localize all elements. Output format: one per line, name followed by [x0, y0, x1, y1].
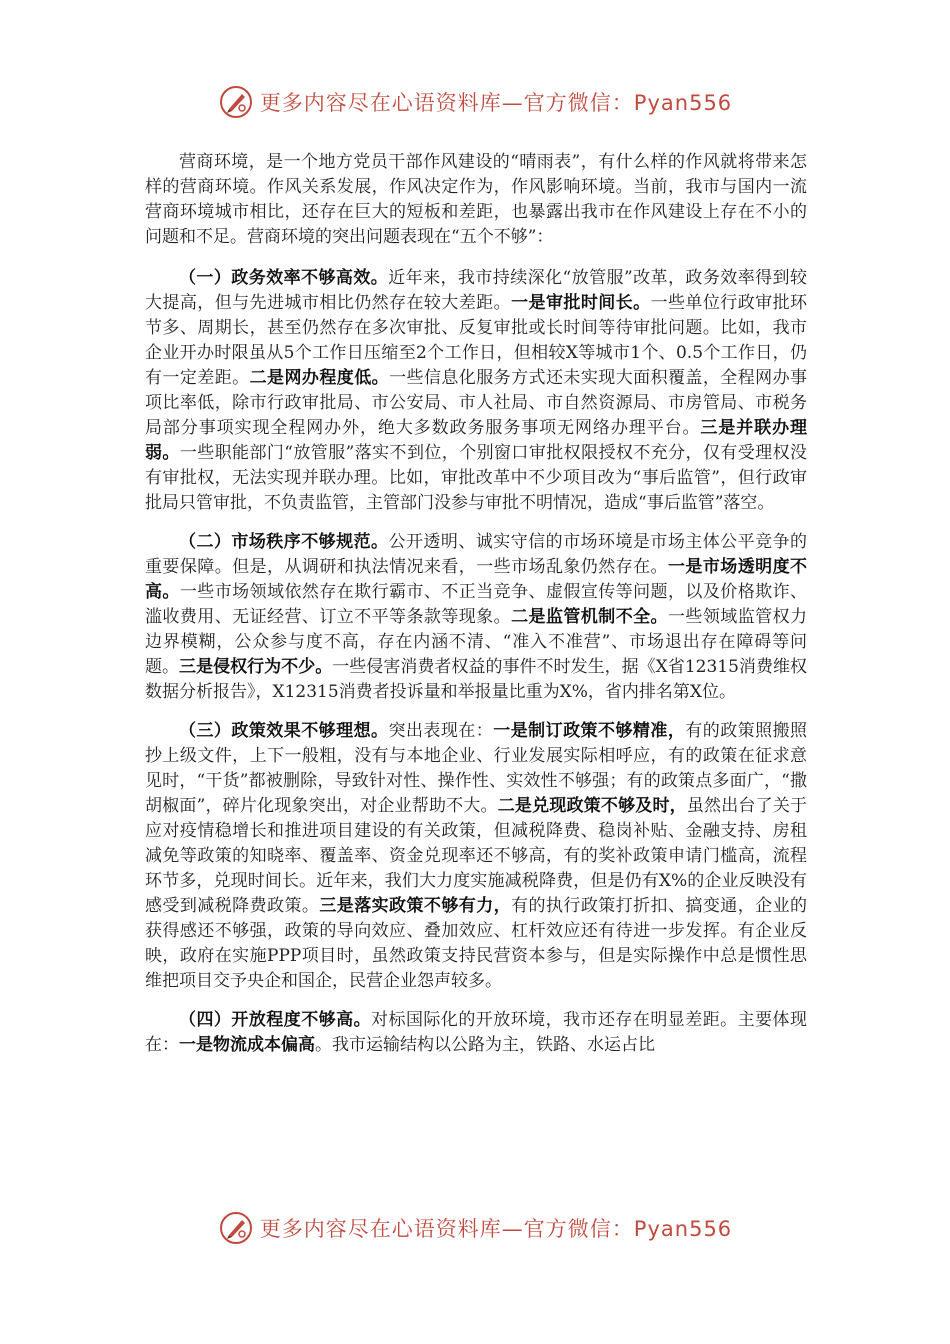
body-text: 一些职能部门“放管服”落实不到位，个别窗口审批权限授权不充分，仅有受理权没有审批权，无法实现并联办理。比如，审批改革中不少项目改为“事后监管”，但行政审批局只管审批，不负责监管，主管部门没参与审批不明情况，造成“事后监管”落空。	[145, 443, 807, 513]
bold-heading-text: （二）市场秩序不够规范。	[179, 532, 389, 552]
bold-heading-text: （四）开放程度不够高。	[179, 1010, 372, 1030]
body-text: 。我市运输结构以公路为主，铁路、水运占比	[315, 1035, 655, 1055]
pen-logo-icon	[218, 1210, 254, 1246]
bold-heading-text: 三是落实政策不够有力，	[319, 896, 512, 916]
watermark-text: 更多内容尽在心语资料库—官方微信：Pyan556	[259, 91, 733, 115]
paragraph-section-4	[145, 1008, 807, 1058]
bold-heading-text: 二是监管机制不全。	[511, 607, 668, 627]
footer-watermark-banner	[0, 1208, 950, 1248]
bold-heading-text: （一）政务效率不够高效。	[179, 268, 389, 288]
bold-heading-text: 一是市场透明度不高。	[145, 557, 808, 602]
bold-heading-text: （三）政策效果不够理想。	[179, 721, 389, 741]
paragraph-intro	[145, 150, 807, 250]
body-text: 营商环境，是一个地方党员干部作风建设的“晴雨表”，有什么样的作风就将带来怎样的营商环境。作风关系发展，作风决定作为，作风影响环境。当前，我市与国内一流营商环境城市相比，还存在巨大的短板和差距，也暴露出我市在作风建设上存在不小的问题和不足。营商环境的突出问题表现在“五个不够”：	[145, 152, 807, 247]
paragraph-section-3	[145, 719, 807, 994]
body-text: 一些侵害消费者权益的事件不时发生，据《X省12315消费维权数据分析报告》，X12315消费者投诉量和举报量比重为X%，省内排名第X位。	[145, 657, 807, 702]
paragraph-section-1	[145, 266, 807, 516]
bold-heading-text: 三是侵权行为不少。	[179, 657, 333, 677]
body-text: 对标国际化的开放环境，我市还存在明显差距。主要体现在：	[145, 1010, 808, 1055]
bold-heading-text: 三是并联办理弱。	[145, 418, 808, 463]
pen-logo-icon	[218, 84, 254, 120]
body-text: 公开透明、诚实守信的市场环境是市场主体公平竞争的重要保障。但是，从调研和执法情况来看，一些市场乱象仍然存在。	[145, 532, 808, 577]
bold-heading-text: 一是物流成本偏高	[179, 1035, 315, 1055]
body-text: 突出表现在：	[388, 721, 494, 741]
bold-heading-text: 一是审批时间长。	[511, 293, 651, 313]
body-text: 一些领域监管权力边界模糊，公众参与度不高，存在内涵不清、“准入不准营”、市场退出存在障碍等问题。	[145, 607, 808, 677]
document-body	[145, 150, 807, 1072]
header-watermark-banner	[0, 82, 950, 122]
body-text: 近年来，我市持续深化“放管服”改革，政务效率得到较大提高，但与先进城市相比仍然存在较大差距。	[145, 268, 807, 313]
body-text: 有的执行政策打折扣、搞变通，企业的获得感还不够强，政策的导向效应、叠加效应、杠杆效应还有待进一步发挥。有企业反映，政府在实施PPP项目时，虽然政策支持民营资本参与，但是实际操作中总是惯性思维把项目交予央企和国企，民营企业怨声较多。	[145, 896, 808, 991]
paragraph-section-2	[145, 530, 807, 705]
bold-heading-text: 二是网办程度低。	[249, 368, 390, 388]
watermark-text: 更多内容尽在心语资料库—官方微信：Pyan556	[259, 1217, 733, 1241]
body-text: 一些市场领域依然存在欺行霸市、不正当竞争、虚假宣传等问题，以及价格欺诈、滥收费用、无证经营、订立不平等条款等现象。	[145, 582, 808, 627]
body-text: 虽然出台了关于应对疫情稳增长和推进项目建设的有关政策，但减税降费、稳岗补贴、金融支持、房租减免等政策的知晓率、覆盖率、资金兑现率还不够高，有的奖补政策申请门槛高，流程环节多，兑现时间长。近年来，我们大力度实施减税降费，但是仍有X%的企业反映没有感受到减税降费政策。	[145, 796, 808, 916]
body-text: 有的政策照搬照抄上级文件，上下一般粗，没有与本地企业、行业发展实际相呼应，有的政策在征求意见时，“干货”都被删除，导致针对性、操作性、实效性不够强；有的政策点多面广，“撒胡椒面”，碎片化现象突出，对企业帮助不大。	[145, 721, 808, 816]
bold-heading-text: 二是兑现政策不够及时，	[497, 796, 687, 816]
bold-heading-text: 一是制订政策不够精准，	[493, 721, 686, 741]
body-text: 一些单位行政审批环节多、周期长，甚至仍然存在多次审批、反复审批或长时间等待审批问题。比如，我市企业开办时限虽从5个工作日压缩至2个工作日，但相较X等城市1个、0.5个工作日，仍有一定差距。	[145, 293, 808, 388]
body-text: 一些信息化服务方式还未实现大面积覆盖，全程网办事项比率低，除市行政审批局、市公安局、市人社局、市自然资源局、市房管局、市税务局部分事项实现全程网办外，绝大多数政务服务事项无网络办理平台。	[145, 368, 808, 438]
